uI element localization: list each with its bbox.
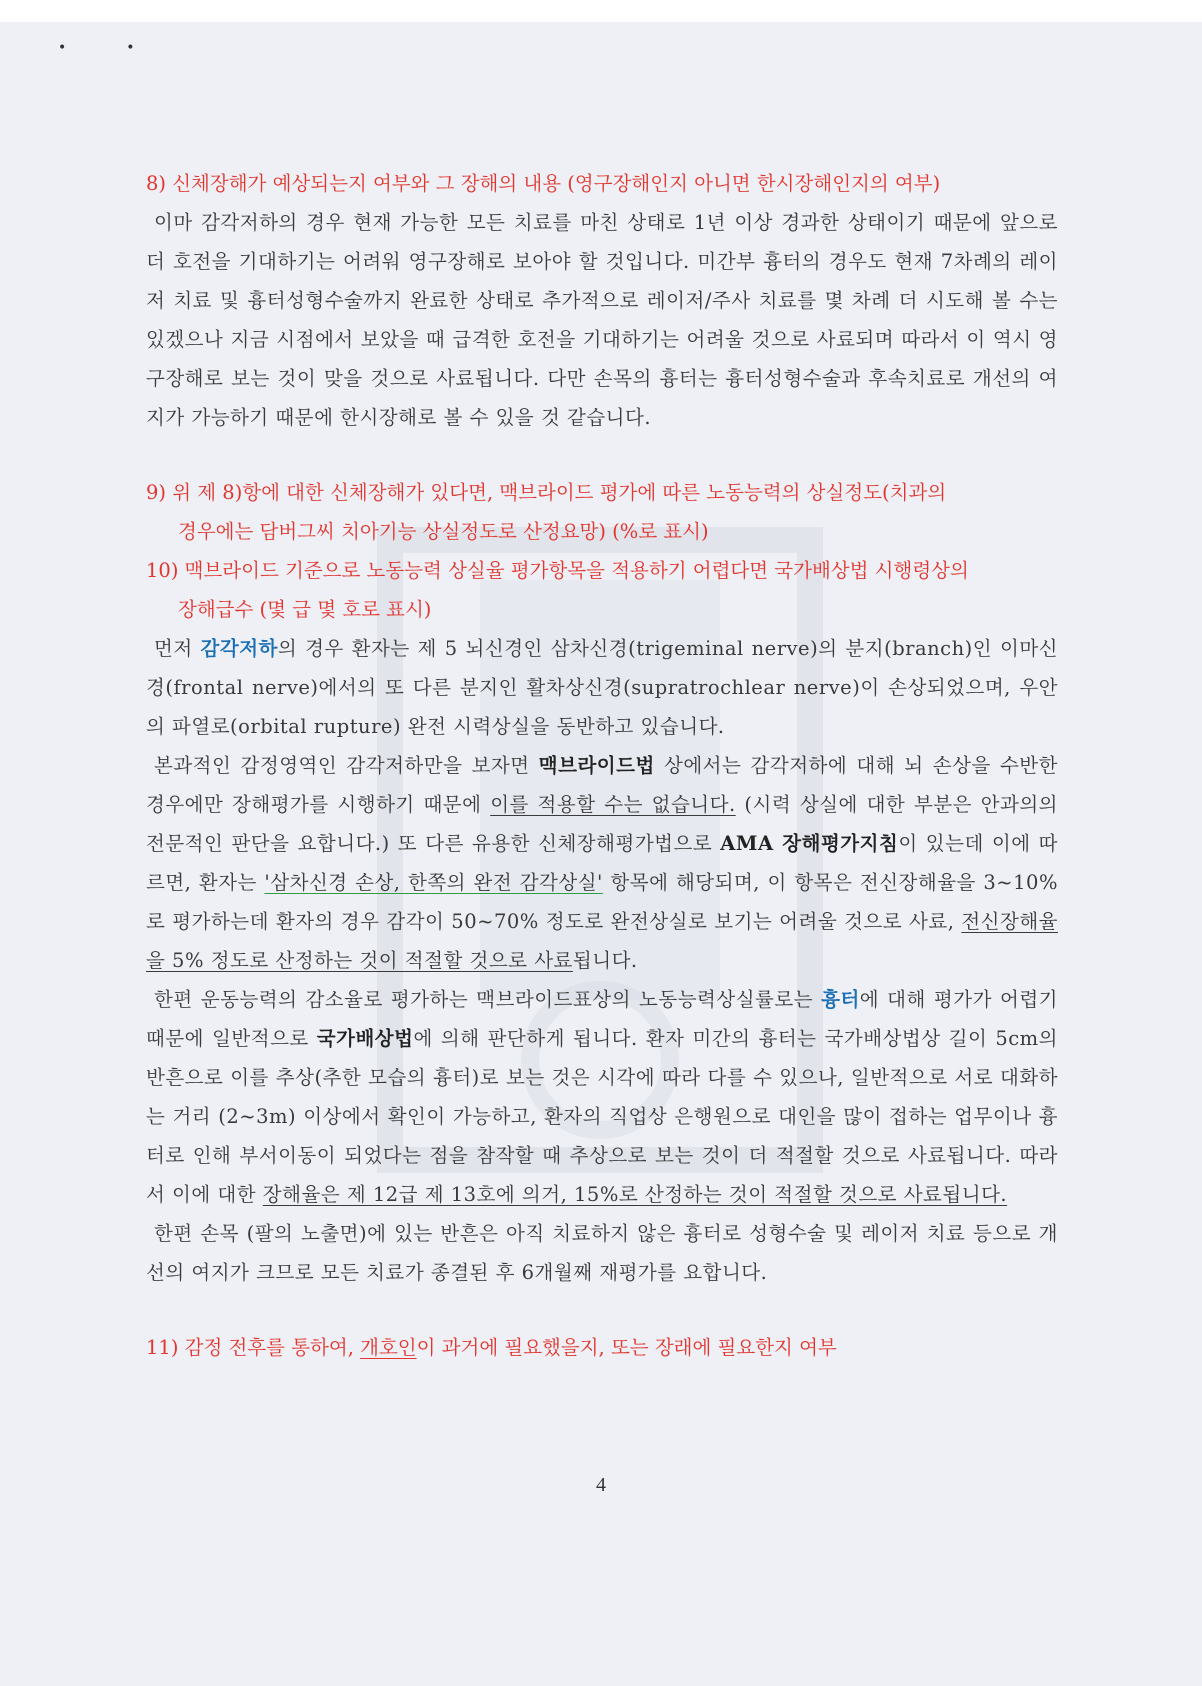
- section-11-heading: [146, 1328, 1058, 1367]
- underlined-caregiver: 개호인: [360, 1336, 417, 1359]
- text-run: 됩니다.: [572, 949, 638, 972]
- underlined-not-applicable: 이를 적용할 수는 없습니다.: [490, 793, 736, 816]
- underlined-15-percent-conclusion: 장해율은 제 12급 제 13호에 의거, 15%로 산정하는 것이 적절할 것으로 사료됩니다.: [262, 1183, 1008, 1206]
- underlined-5-percent-conclusion: 전신장해율을 5% 정도로 산정하는 것이 적절할 것으로 사료: [146, 910, 1058, 972]
- text-run: 항목에 해당되며, 이 항목은 전신장해율을 3~10%로 평가하는데 환자의 경우 감각이 50~70% 정도로 완전상실로 보기는 어려울 것으로 사료,: [146, 871, 1058, 933]
- section-9-heading-line1: 9) 위 제 8)항에 대한 신체장해가 있다면, 맥브라이드 평가에 따른 노동능력의 상실정도(치과의: [146, 481, 947, 504]
- text-run: 본과적인 감정영역인 감각저하만을 보자면: [154, 754, 539, 777]
- text-run: 한편 운동능력의 감소율로 평가하는 맥브라이드표상의 노동능력상실률로는: [154, 988, 822, 1011]
- text-run: 이 있는데 이에 따르면, 환자는: [146, 832, 1058, 894]
- bold-ama-guide: AMA 장해평가지침: [720, 832, 899, 855]
- text-run: 상에서는 감각저하에 대해 뇌 손상을 수반한 경우에만 장해평가를 시행하기 때문에: [146, 754, 1058, 816]
- section-10-paragraph-scar: [146, 980, 1058, 1214]
- text-run: 11) 감정 전후를 통하여,: [146, 1336, 361, 1359]
- text-run: (시력 상실에 대한 부분은 안과의의 전문적인 판단을 요합니다.) 또 다른 유용한 신체장해평가법으로: [146, 793, 1058, 855]
- section-10-heading-line2: 장해급수 (몇 급 몇 호로 표시): [178, 598, 432, 621]
- section-10-paragraph-wrist: 한편 손목 (팔의 노출면)에 있는 반흔은 아직 치료하지 않은 흉터로 성형수술 및 레이저 치료 등으로 개선의 여지가 크므로 모든 치료가 종결된 후 6개월째 재평가를 요합니다.: [146, 1222, 1058, 1284]
- text-run: 에 대해 평가가 어렵기 때문에 일반적으로: [146, 988, 1058, 1050]
- section-10-paragraph-sensory: [146, 629, 1058, 746]
- section-8-paragraph: 이마 감각저하의 경우 현재 가능한 모든 치료를 마친 상태로 1년 이상 경과한 상태이기 때문에 앞으로 더 호전을 기대하기는 어려워 영구장해로 보아야 할 것입니다. 미간부 흉터의 경우도 현재 7차례의 레이저 치료 및 흉터성형수술까지 완료한 상태로 추가적으로 레이저/주사 치료를 몇 차례 더 시도해 볼 수는 있겠으나 지금 시점에서 보았을 때 급격한 호전을 기대하기는 어려울 것으로 사료되며 따라서 이 역시 영구장해로 보는 것이 맞을 것으로 사료됩니다. 다만 손목의 흉터는 흉터성형수술과 후속치료로 개선의 여지가 가능하기 때문에 한시장해로 볼 수 있을 것 같습니다.: [146, 211, 1058, 429]
- text-run: 의 경우 환자는 제 5 뇌신경인 삼차신경(trigeminal nerve)의 분지(branch)인 이마신경(frontal nerve)에서의 또 다른 분지인 활차상신경(supratrochlear nerve)이 손상되었으며, 우안의 파열로(orbital rupture) 완전 시력상실을 동반하고 있습니다.: [146, 637, 1058, 738]
- page-number: 4: [596, 1474, 606, 1496]
- section-10-paragraph-mcbride: [146, 746, 1058, 980]
- highlight-sensory-loss: 감각저하: [200, 637, 278, 660]
- section-9-heading-line2: 경우에는 담버그씨 치아기능 상실정도로 산정요망) (%로 표시): [178, 520, 709, 543]
- section-10-heading-line1: 10) 맥브라이드 기준으로 노동능력 상실율 평가항목을 적용하기 어렵다면 국가배상법 시행령상의: [146, 559, 969, 582]
- underlined-trigeminal-item: '삼차신경 손상, 한쪽의 완전 감각상실': [264, 871, 603, 894]
- bold-mcbride-method: 맥브라이드법: [538, 754, 655, 777]
- section-8-heading: 8) 신체장해가 예상되는지 여부와 그 장해의 내용 (영구장해인지 아니면 한시장해인지의 여부): [146, 172, 941, 195]
- highlight-scar: 흉터: [821, 988, 860, 1011]
- text-run: 에 의해 판단하게 됩니다. 환자 미간의 흉터는 국가배상법상 길이 5cm의 반흔으로 이를 추상(추한 모습의 흉터)로 보는 것은 시각에 따라 다를 수 있으나, 일반적으로 서로 대화하는 거리 (2~3m) 이상에서 확인이 가능하고, 환자의 직업상 은행원으로 대인을 많이 접하는 업무이나 흉터로 인해 부서이동이 되었다는 점을 참작할 때 추상으로 보는 것이 더 적절할 것으로 사료됩니다. 따라서 이에 대한: [146, 1027, 1059, 1206]
- document-body: [146, 164, 1058, 1367]
- text-run: 이 과거에 필요했을지, 또는 장래에 필요한지 여부: [416, 1336, 837, 1359]
- text-run: 먼저: [154, 637, 201, 660]
- scan-marks: ••: [58, 40, 195, 56]
- bold-state-compensation-act: 국가배상법: [316, 1027, 414, 1050]
